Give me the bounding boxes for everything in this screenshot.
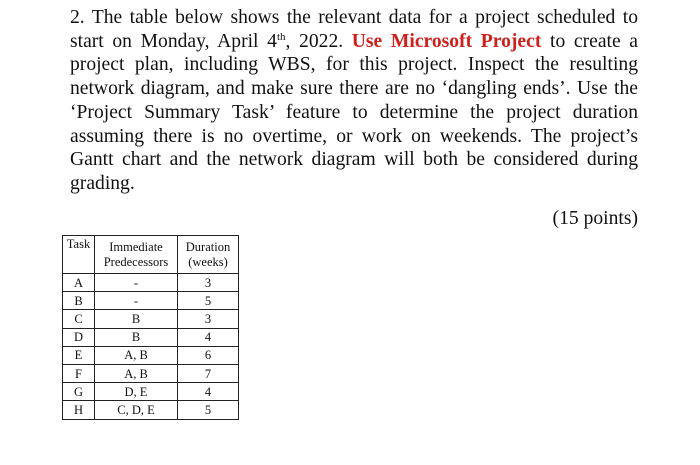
cell-duration: 7 (178, 364, 239, 382)
cell-duration: 6 (178, 346, 239, 364)
cell-predecessors: - (95, 274, 178, 292)
table-row (63, 292, 239, 310)
cell-task: E (63, 346, 95, 364)
cell-predecessors: - (95, 292, 178, 310)
question-year: , 2022. (285, 30, 352, 52)
cell-task: A (63, 274, 95, 292)
question-intro: 2. The table below shows the relevant data for a project scheduled to start on Monday, April 4 (70, 7, 638, 52)
table-row (63, 274, 239, 292)
question-text (70, 6, 638, 196)
header-duration-line1: Duration (185, 239, 231, 254)
header-predecessors-line1: Immediate (109, 239, 163, 254)
header-predecessors-line2: Predecessors (103, 254, 169, 269)
header-duration (178, 236, 239, 274)
header-duration-line2: (weeks) (188, 254, 228, 269)
cell-predecessors: B (95, 328, 178, 346)
cell-task: F (63, 364, 95, 382)
cell-task: C (63, 310, 95, 328)
cell-predecessors: B (95, 310, 178, 328)
cell-duration: 3 (178, 274, 239, 292)
cell-task: B (63, 292, 95, 310)
date-ordinal-suffix: th (276, 30, 286, 43)
highlighted-instruction: Use Microsoft Project (351, 30, 542, 52)
cell-duration: 4 (178, 383, 239, 401)
cell-duration: 3 (178, 310, 239, 328)
cell-predecessors: A, B (95, 364, 178, 382)
cell-predecessors: A, B (95, 346, 178, 364)
cell-task: G (63, 383, 95, 401)
header-task: Task (63, 236, 95, 274)
table-row (63, 328, 239, 346)
cell-predecessors: D, E (95, 383, 178, 401)
cell-task: H (63, 401, 95, 419)
cell-predecessors: C, D, E (95, 401, 178, 419)
question-body: to create a project plan, including WBS, for this project. Inspect the resulting network diagram, and make sure there are no ‘dangling ends’. Use the ‘Project Summary Task’ feature to determine the project duration assuming there is no overtime, or work on weekends. The project’s Gantt chart and the network diagram will both be considered during grading. (70, 30, 638, 194)
table-header-row (63, 236, 239, 274)
cell-duration: 5 (178, 401, 239, 419)
table-row (63, 346, 239, 364)
cell-task: D (63, 328, 95, 346)
table-row (63, 310, 239, 328)
cell-duration: 5 (178, 292, 239, 310)
table-row (63, 383, 239, 401)
table-row (63, 401, 239, 419)
points-label: (15 points) (552, 208, 638, 229)
project-data-table (62, 235, 239, 420)
table-row (63, 364, 239, 382)
cell-duration: 4 (178, 328, 239, 346)
header-predecessors (95, 236, 178, 274)
